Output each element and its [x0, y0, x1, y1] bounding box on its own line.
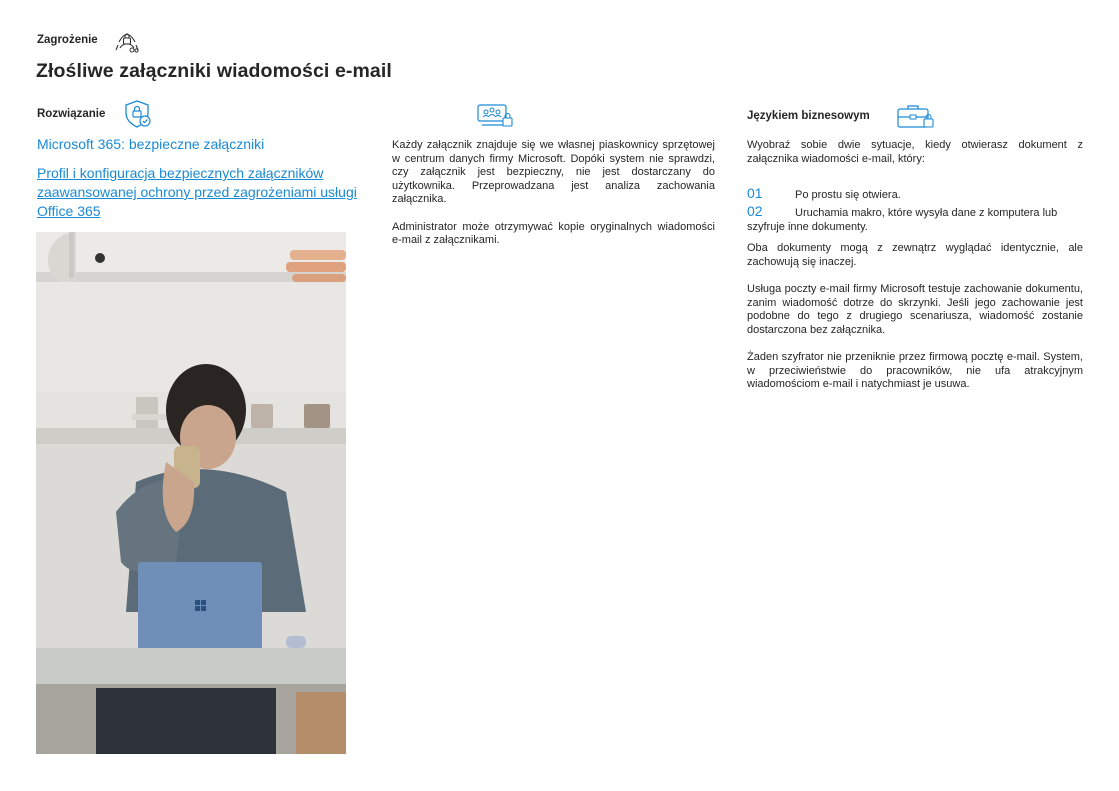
list-item [747, 187, 1083, 203]
shield-check-icon [123, 99, 153, 129]
list-item [747, 205, 1083, 234]
business-text [747, 242, 1083, 392]
list-number: 02 [747, 203, 763, 219]
office-photo [36, 232, 346, 754]
threat-label: Zagrożenie [37, 34, 98, 46]
briefcase-lock-icon [896, 102, 936, 130]
middle-text [392, 139, 715, 248]
middle-paragraph-1: Każdy załącznik znajduje się we własnej piaskownicy sprzętowej w centrum danych firmy Microsoft. Dopóki system nie sprawdzi, czy załącznik jest bezpieczny, nie jest dostarczany do użytkownika. Przeprowadzana jest analiza zachowania załącznika. [392, 139, 715, 205]
business-paragraph-2: Usługa poczty e-mail firmy Microsoft testuje zachowanie dokumentu, zanim wiadomość dotrze do skrzynki. Jeśli jego zachowanie jest podobne do tego z drugiego scenariusza, wiadomość zostanie dostarczona bez załącznika. [747, 283, 1083, 336]
business-after-list: Oba dokumenty mogą z zewnątrz wyglądać identycznie, ale zachowują się inaczej. [747, 242, 1083, 268]
list-text: Po prostu się otwiera. [795, 189, 901, 201]
business-paragraph-3: Żaden szyfrator nie przeniknie przez firmową pocztę e-mail. System, w przeciwieństwie do pracowników, nie ufa atrakcyjnym wiadomościom e-mail i natychmiast je usuwa. [747, 351, 1083, 390]
server-lock-icon [476, 103, 516, 131]
solution-label: Rozwiązanie [37, 108, 106, 120]
list-number: 01 [747, 185, 763, 201]
solution-subtitle: Microsoft 365: bezpieczne załączniki [37, 136, 265, 152]
solution-profile-link[interactable]: Profil i konfiguracja bezpiecznych załączników zaawansowanej ochrony przed zagrożeniami usługi Office 365 [37, 165, 357, 219]
business-label: Językiem biznesowym [747, 110, 870, 122]
page-title: Złośliwe załączniki wiadomości e-mail [36, 60, 392, 82]
business-intro: Wyobraź sobie dwie sytuacje, kiedy otwierasz dokument z załącznika wiadomości e-mail, który: [747, 139, 1083, 165]
middle-paragraph-2: Administrator może otrzymywać kopie oryginalnych wiadomości e-mail z załącznikami. [392, 220, 715, 246]
person-drinking-at-laptop-image [36, 232, 346, 754]
lock-bug-icon [114, 28, 140, 54]
list-text: Uruchamia makro, które wysyła dane z komputera lub szyfruje inne dokumenty. [747, 207, 1058, 233]
